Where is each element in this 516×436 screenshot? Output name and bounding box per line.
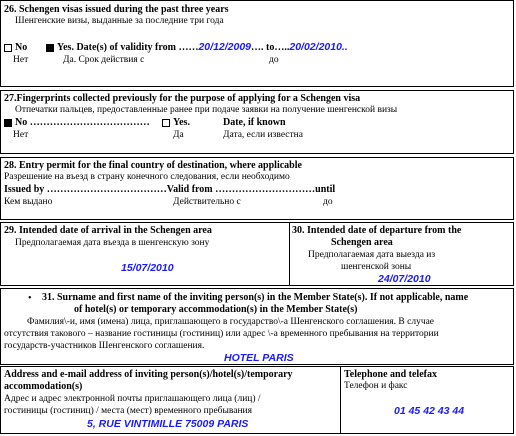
s30-title-ru-2: шенгенской зоны bbox=[341, 262, 412, 272]
s26-to-date[interactable]: 20/02/2010.. bbox=[289, 41, 348, 53]
s29-title: 29. Intended date of arrival in the Schengen area bbox=[4, 225, 212, 236]
s32-address-value[interactable]: 5, RUE VINTIMILLE 75009 PARIS bbox=[87, 418, 249, 430]
section-32 bbox=[0, 366, 514, 434]
s30-title-2: Schengen area bbox=[331, 237, 393, 248]
s32-divider bbox=[340, 367, 341, 433]
s31-title-2: of hotel(s) or temporary accommodation(s) in the Member State(s) bbox=[74, 304, 358, 315]
s27-yes-label: Yes. bbox=[173, 117, 190, 128]
s29-value[interactable]: 15/07/2010 bbox=[121, 262, 174, 274]
s26-no-checkbox[interactable] bbox=[4, 44, 12, 52]
s31-title-1: 31. Surname and first name of the inviting person(s) in the Member State(s). If not applicable, name bbox=[42, 292, 469, 303]
s27-no-label: No ……………………………… bbox=[15, 117, 150, 128]
s27-title-ru: Отпечатки пальцев, предоставленные ранее при подаче заявки на получение шенгенской визы bbox=[15, 105, 398, 115]
s26-to-sep: …. to….. bbox=[251, 42, 290, 53]
s26-to-ru: до bbox=[269, 55, 279, 65]
s28-valid-ru: Действительно с bbox=[173, 197, 241, 207]
s31-bullet: • bbox=[28, 293, 32, 304]
s30-title-ru-1: Предполагаемая дата выезда из bbox=[308, 250, 436, 260]
s27-no-checkbox[interactable] bbox=[4, 119, 12, 127]
s32-ru-1: Адрес и адрес электронной почты приглашающего лица (лиц) / bbox=[4, 394, 261, 404]
section-31 bbox=[0, 288, 514, 365]
s28-issued-ru: Кем выдано bbox=[4, 197, 53, 207]
s26-yes-label: Yes. Date(s) of validity from …… bbox=[57, 42, 199, 53]
s26-from-date[interactable]: 20/12/2009 bbox=[198, 41, 252, 53]
s32-title-1: Address and e-mail address of inviting person(s)/hotel(s)/temporary bbox=[4, 369, 293, 380]
s26-no-ru: Нет bbox=[13, 55, 29, 65]
s31-ru-1: Фамилия\-и, имя (имена) лица, приглашающего в государство\-а Шенгенского соглашения. В случае bbox=[27, 317, 435, 327]
s32-phone-value[interactable]: 01 45 42 43 44 bbox=[394, 405, 465, 417]
s28-until-ru: до bbox=[323, 197, 333, 207]
s32-ru-2: гостиницы (гостиниц) / места (мест) временного пребывания bbox=[4, 406, 253, 416]
s30-title-1: 30. Intended date of departure from the bbox=[292, 225, 462, 236]
s30-value[interactable]: 24/07/2010 bbox=[378, 273, 431, 285]
s26-yes-ru: Да. Срок действия с bbox=[63, 55, 145, 65]
s31-ru-2: отсутствия такового – название гостиницы (гостиниц) или адрес \-а временного пребывания на территории bbox=[4, 329, 439, 339]
section-28 bbox=[0, 157, 514, 220]
s31-value[interactable]: HOTEL PARIS bbox=[224, 352, 294, 364]
s26-yes-checkbox[interactable] bbox=[46, 44, 54, 52]
section-29-30 bbox=[0, 222, 514, 286]
s32-phone-title: Telephone and telefax bbox=[344, 369, 437, 380]
s27-title: 27.Fingerprints collected previously for the purpose of applying for a Schengen visa bbox=[4, 93, 361, 104]
s27-yes-ru: Да bbox=[173, 130, 184, 140]
s27-yes-option[interactable] bbox=[162, 117, 190, 128]
s27-no-option[interactable] bbox=[4, 117, 150, 128]
s27-date-label: Date, if known bbox=[223, 117, 286, 128]
s26-yes-option[interactable] bbox=[46, 42, 348, 53]
s27-yes-checkbox[interactable] bbox=[162, 119, 170, 127]
s28-title-ru: Разрешение на въезд в страну конечного следования, если необходимо bbox=[4, 172, 290, 182]
s26-no-label: No bbox=[15, 42, 28, 53]
s26-title: 26. Schengen visas issued during the past three years bbox=[4, 4, 229, 15]
s29-s30-divider bbox=[289, 223, 290, 285]
s31-ru-3: государств-участников Шенгенского соглашения. bbox=[4, 341, 205, 351]
s26-title-ru: Шенгенские визы, выданные за последние три года bbox=[15, 16, 224, 26]
section-27 bbox=[0, 90, 514, 154]
s27-date-ru: Дата, если известна bbox=[223, 130, 303, 140]
s32-title-2: accommodation(s) bbox=[4, 381, 83, 392]
section-26 bbox=[0, 0, 514, 87]
s28-title: 28. Entry permit for the final country of destination, where applicable bbox=[4, 160, 302, 171]
s32-phone-ru: Телефон и факс bbox=[344, 381, 408, 391]
s29-title-ru: Предполагаемая дата въезда в шенгенскую зону bbox=[15, 238, 210, 248]
s28-issued-by[interactable]: Issued by ………………………………Valid from …………………………until bbox=[4, 184, 336, 195]
s27-no-ru: Нет bbox=[13, 130, 29, 140]
s26-no-option[interactable] bbox=[4, 42, 27, 53]
